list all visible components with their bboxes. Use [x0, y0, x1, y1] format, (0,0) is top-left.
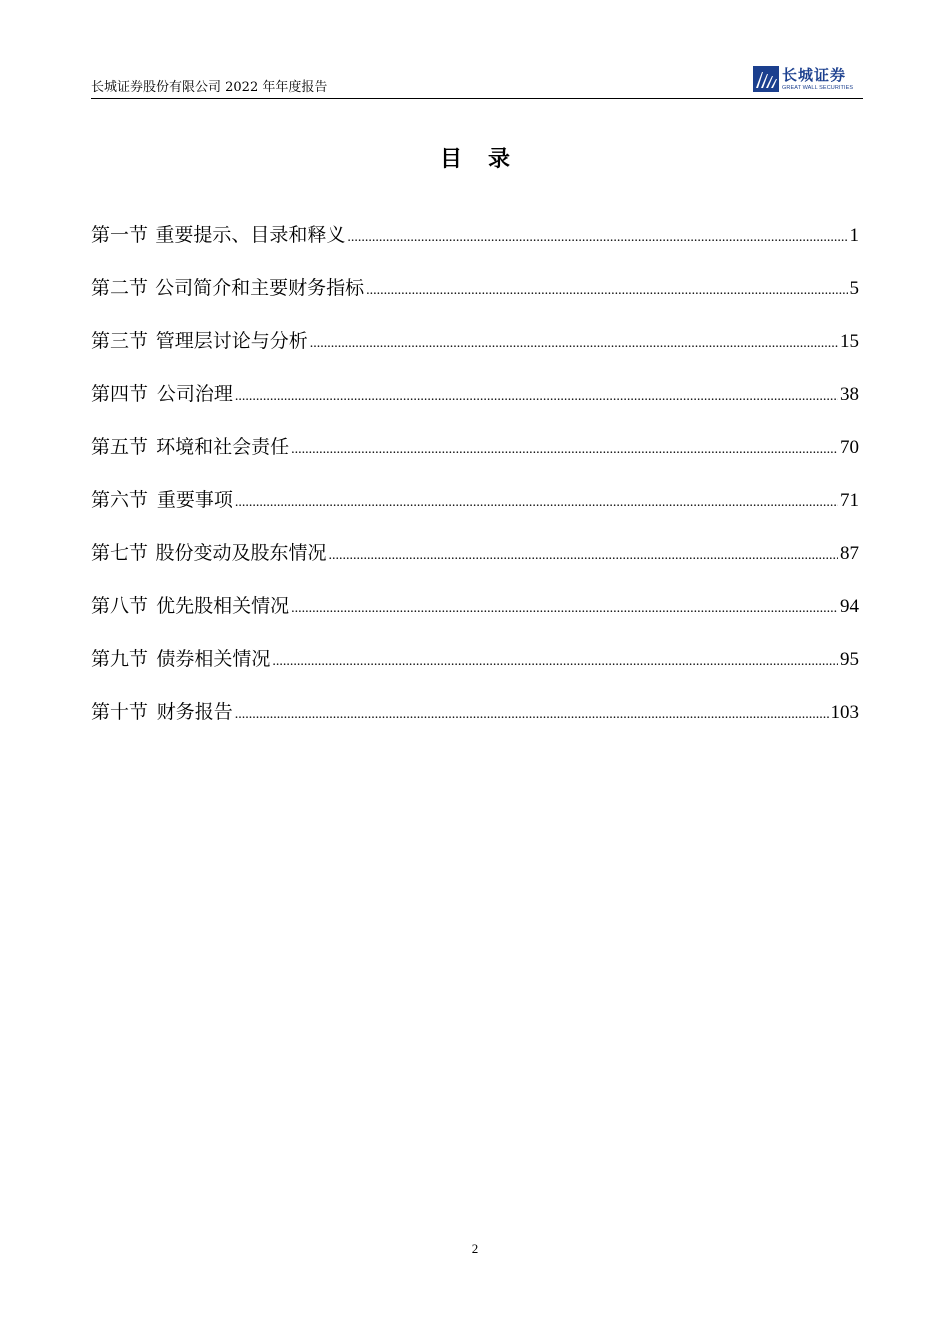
toc-entry[interactable] — [91, 273, 859, 326]
toc-entry[interactable] — [91, 538, 859, 591]
toc-section-number: 第八节 — [91, 595, 149, 617]
toc-dot-leader — [235, 707, 829, 723]
toc-entry[interactable] — [91, 591, 859, 644]
toc-dot-leader — [310, 336, 838, 352]
toc-entry[interactable] — [91, 379, 859, 432]
toc-section-number: 第七节 — [91, 542, 149, 564]
logo-chinese-name: 长城证券 — [782, 66, 847, 84]
toc-section-number: 第五节 — [91, 436, 149, 458]
toc-section-number: 第六节 — [91, 489, 149, 511]
toc-page-number: 71 — [840, 490, 859, 511]
report-title: 长城证券股份有限公司 2022 年年度报告 — [91, 80, 328, 95]
toc-page-number: 87 — [840, 543, 859, 564]
toc-section-number: 第一节 — [91, 224, 149, 246]
toc-page-number: 70 — [840, 437, 859, 458]
toc-section-name: 公司简介和主要财务指标 — [155, 277, 365, 299]
toc-entry[interactable] — [91, 326, 859, 379]
company-logo — [753, 64, 861, 94]
toc-page-number: 5 — [849, 278, 859, 299]
toc-section-name: 优先股相关情况 — [156, 595, 290, 617]
toc-dot-leader — [272, 654, 838, 670]
toc-dot-leader — [366, 283, 847, 299]
toc-section-number: 第二节 — [91, 277, 149, 299]
toc-section-number: 第九节 — [91, 648, 149, 670]
toc-section-name: 股份变动及股东情况 — [155, 542, 327, 564]
toc-entry[interactable] — [91, 220, 859, 273]
toc-section-name: 重要提示、目录和释义 — [155, 224, 346, 246]
page-header — [91, 64, 863, 99]
toc-page-number: 1 — [849, 225, 859, 246]
logo-english-name: GREAT WALL SECURITIES — [782, 85, 854, 91]
toc-page-number: 95 — [840, 649, 859, 670]
great-wall-securities-logo-icon — [753, 66, 779, 92]
toc-section-number: 第十节 — [91, 701, 149, 723]
toc-entry[interactable] — [91, 644, 859, 697]
toc-page-number: 94 — [840, 596, 859, 617]
toc-section-name: 管理层讨论与分析 — [155, 330, 308, 352]
toc-dot-leader — [291, 442, 838, 458]
toc-title: 目录 — [439, 147, 536, 172]
page-number: 2 — [471, 1241, 479, 1256]
toc-dot-leader — [347, 230, 847, 246]
toc-section-name: 重要事项 — [156, 489, 233, 511]
toc-section-number: 第四节 — [91, 383, 149, 405]
toc-dot-leader — [235, 495, 838, 511]
toc-dot-leader — [291, 601, 838, 617]
toc-section-name: 债券相关情况 — [156, 648, 271, 670]
toc-section-number: 第三节 — [91, 330, 149, 352]
toc-page-number: 103 — [830, 702, 859, 723]
table-of-contents — [91, 220, 859, 750]
toc-page-number: 15 — [840, 331, 859, 352]
toc-dot-leader — [235, 389, 838, 405]
toc-entry[interactable] — [91, 697, 859, 750]
toc-entry[interactable] — [91, 485, 859, 538]
toc-section-name: 财务报告 — [156, 701, 233, 723]
toc-section-name: 公司治理 — [156, 383, 233, 405]
toc-dot-leader — [329, 548, 838, 564]
toc-entry[interactable] — [91, 432, 859, 485]
toc-page-number: 38 — [840, 384, 859, 405]
toc-section-name: 环境和社会责任 — [156, 436, 290, 458]
